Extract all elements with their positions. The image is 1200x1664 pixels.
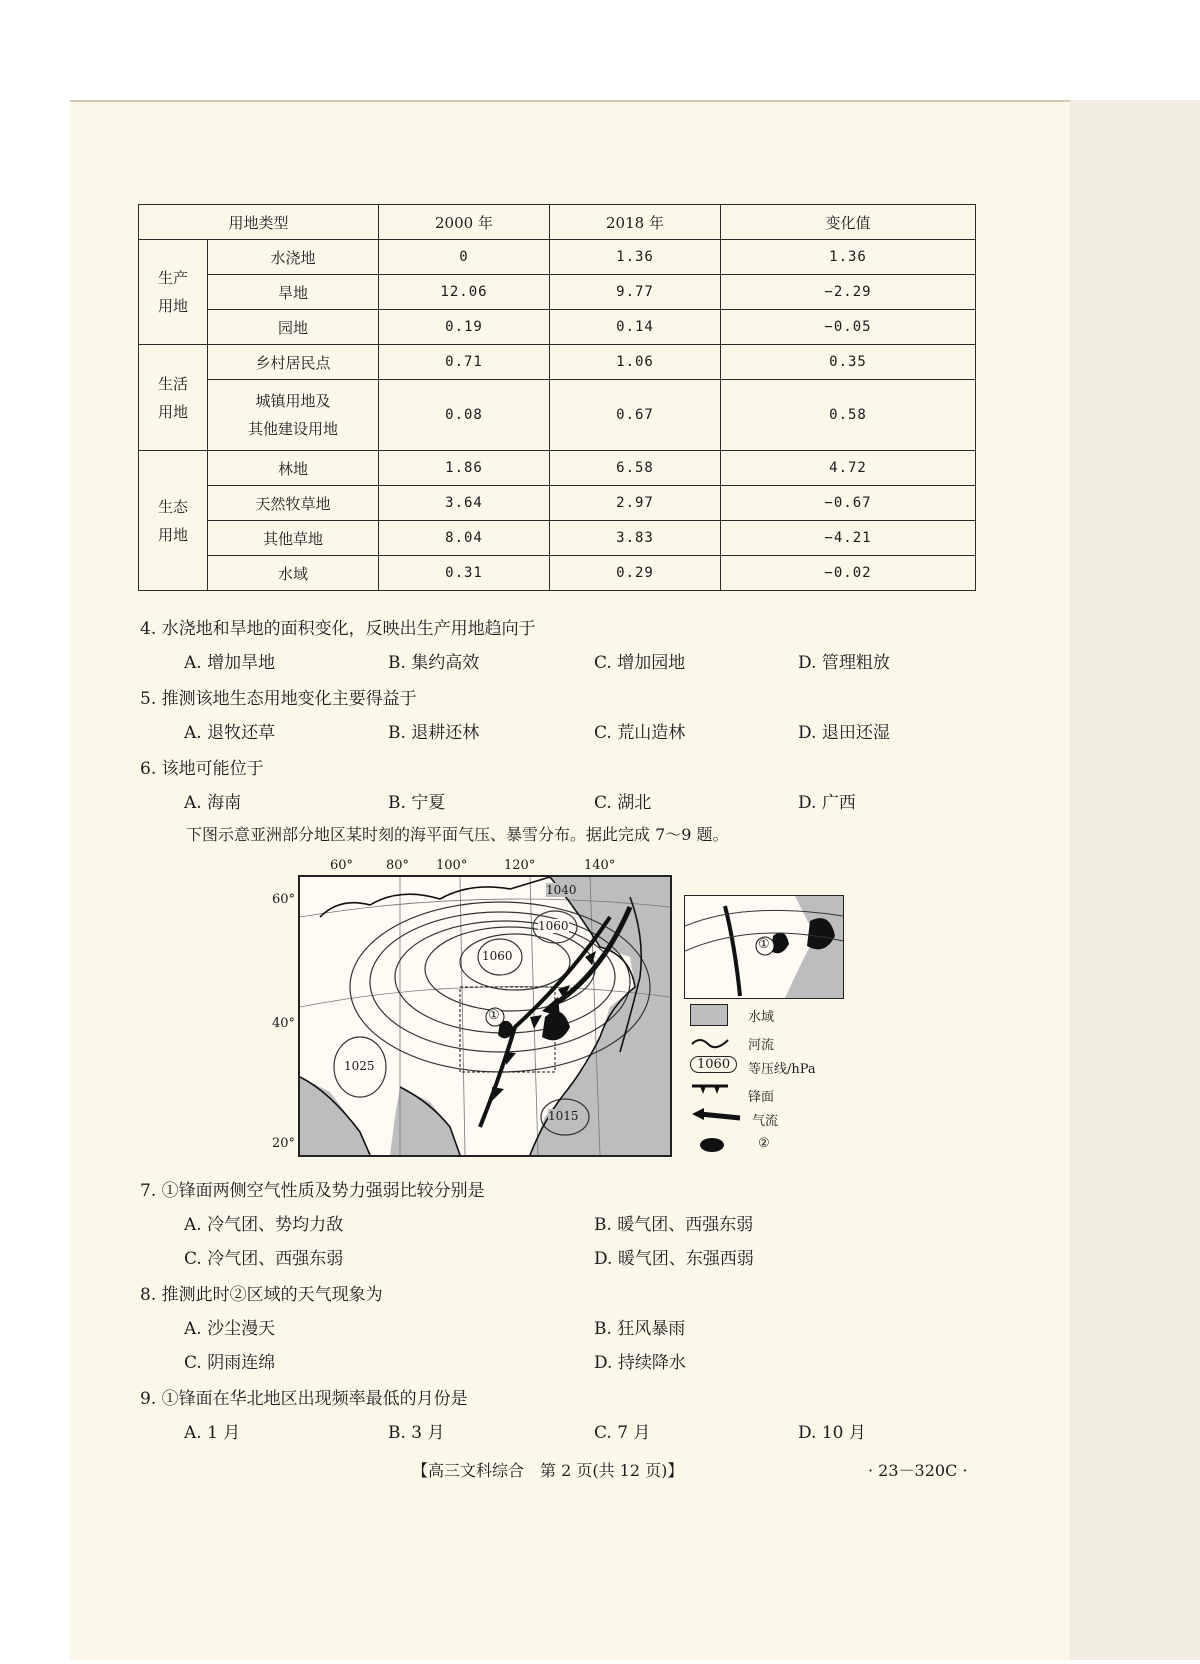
answer-option[interactable]: D. 管理粗放 [798, 653, 890, 673]
value-cell: 0.29 [550, 556, 721, 591]
latitude-label: 20° [272, 1136, 296, 1151]
bay-area [390, 1087, 460, 1155]
answer-option[interactable]: C. 冷气团、西强东弱 [184, 1249, 344, 1269]
value-cell: 3.83 [550, 521, 721, 556]
legend-label: 河流 [748, 1038, 775, 1053]
page-footer: 【高三文科综合 第 2 页(共 12 页)】 [412, 1461, 684, 1480]
answer-option[interactable]: C. 7 月 [594, 1423, 651, 1443]
legend-label: 气流 [752, 1114, 779, 1129]
value-cell: 0.71 [379, 345, 550, 380]
answer-option[interactable]: D. 持续降水 [594, 1353, 686, 1373]
scan-top-edge [70, 100, 1070, 102]
question-stem: 5. 推测该地生态用地变化主要得益于 [140, 689, 417, 709]
answer-option[interactable]: D. 10 月 [798, 1423, 866, 1443]
legend-label: 锋面 [748, 1090, 775, 1105]
isobar-label: 1060 [482, 949, 513, 963]
answer-option[interactable]: A. 沙尘漫天 [184, 1319, 276, 1339]
legend-label: ② [758, 1136, 770, 1151]
answer-option[interactable]: A. 增加旱地 [184, 653, 276, 673]
value-cell: 0.67 [550, 380, 721, 451]
value-cell: 0.31 [379, 556, 550, 591]
bay-area [300, 1077, 370, 1155]
question-stem: 9. ①锋面在华北地区出现频率最低的月份是 [140, 1389, 468, 1409]
answer-option[interactable]: C. 荒山造林 [594, 723, 686, 743]
legend-label: 等压线/hPa [748, 1062, 816, 1077]
value-cell: 1.36 [721, 240, 976, 275]
answer-option[interactable]: A. 海南 [184, 793, 242, 813]
category-cell: 生活 用地 [139, 345, 208, 451]
answer-option[interactable]: D. 暖气团、东强西弱 [594, 1249, 754, 1269]
value-cell: 1.36 [550, 240, 721, 275]
value-cell: −2.29 [721, 275, 976, 310]
answer-option[interactable]: D. 退田还湿 [798, 723, 890, 743]
answer-option[interactable]: A. 冷气团、势均力敌 [184, 1215, 344, 1235]
isobar-label: 1060 [538, 919, 569, 933]
blizzard-blob-icon [700, 1138, 724, 1152]
land-use-table [138, 204, 976, 591]
answer-option[interactable]: B. 集约高效 [388, 653, 480, 673]
value-cell: 0 [379, 240, 550, 275]
table-row [139, 240, 976, 275]
answer-option[interactable]: B. 退耕还林 [388, 723, 480, 743]
table-row [139, 451, 976, 486]
scan-edge [1070, 100, 1200, 1660]
type-cell: 园地 [208, 310, 379, 345]
value-cell: −0.02 [721, 556, 976, 591]
category-cell: 生产 用地 [139, 240, 208, 345]
value-cell: 12.06 [379, 275, 550, 310]
question-stem: 4. 水浇地和旱地的面积变化，反映出生产用地趋向于 [140, 619, 536, 639]
answer-option[interactable]: B. 3 月 [388, 1423, 445, 1443]
question-stem: 7. ①锋面两侧空气性质及势力强弱比较分别是 [140, 1181, 485, 1201]
value-cell: 1.06 [550, 345, 721, 380]
type-cell: 水浇地 [208, 240, 379, 275]
answer-option[interactable]: A. 退牧还草 [184, 723, 276, 743]
table-row [139, 486, 976, 521]
type-cell: 水域 [208, 556, 379, 591]
value-cell: 9.77 [550, 275, 721, 310]
isobar-label: 1025 [344, 1059, 375, 1073]
value-cell: 0.35 [721, 345, 976, 380]
answer-option[interactable]: C. 湖北 [594, 793, 652, 813]
longitude-label: 80° [386, 858, 410, 873]
map-canvas [300, 877, 670, 1155]
blizzard-area [542, 1011, 570, 1040]
answer-option[interactable]: D. 广西 [798, 793, 856, 813]
answer-option[interactable]: B. 宁夏 [388, 793, 446, 813]
water-swatch-icon [690, 1004, 728, 1026]
longitude-label: 140° [584, 858, 616, 873]
value-cell: 0.08 [379, 380, 550, 451]
type-cell: 林地 [208, 451, 379, 486]
isobar-label: 1040 [546, 883, 577, 897]
value-cell: 8.04 [379, 521, 550, 556]
airflow-arrow-icon [690, 1106, 746, 1126]
table-row [139, 556, 976, 591]
table-row [139, 380, 976, 451]
value-cell: 3.64 [379, 486, 550, 521]
latitude-label: 40° [272, 1016, 296, 1031]
answer-option[interactable]: C. 增加园地 [594, 653, 686, 673]
type-cell: 城镇用地及 其他建设用地 [208, 380, 379, 451]
table-row [139, 521, 976, 556]
type-cell: 旱地 [208, 275, 379, 310]
type-cell: 其他草地 [208, 521, 379, 556]
value-cell: −0.05 [721, 310, 976, 345]
value-cell: 1.86 [379, 451, 550, 486]
inset-front-marker: ① [758, 937, 770, 952]
header-cell: 2018 年 [550, 205, 721, 240]
value-cell: 0.58 [721, 380, 976, 451]
river-line-icon [690, 1034, 730, 1050]
table-header-row [139, 205, 976, 240]
type-cell: 天然牧草地 [208, 486, 379, 521]
table-row [139, 275, 976, 310]
longitude-label: 100° [436, 858, 468, 873]
pressure-map [298, 875, 672, 1157]
latitude-label: 60° [272, 892, 296, 907]
answer-option[interactable]: B. 狂风暴雨 [594, 1319, 686, 1339]
header-cell: 用地类型 [139, 205, 379, 240]
question-stem: 8. 推测此时②区域的天气现象为 [140, 1285, 383, 1305]
type-cell: 乡村居民点 [208, 345, 379, 380]
value-cell: 0.19 [379, 310, 550, 345]
paper-code: · 23－320C · [868, 1461, 968, 1480]
table-row [139, 310, 976, 345]
longitude-label: 60° [330, 858, 354, 873]
answer-option[interactable]: B. 暖气团、西强东弱 [594, 1215, 754, 1235]
value-cell: 2.97 [550, 486, 721, 521]
figure-intro: 下图示意亚洲部分地区某时刻的海平面气压、暴雪分布。据此完成 7～9 题。 [186, 825, 729, 844]
front-marker: ① [488, 1008, 500, 1023]
front-symbol-icon [690, 1080, 730, 1100]
inset-front [725, 906, 740, 996]
value-cell: −4.21 [721, 521, 976, 556]
table-row [139, 345, 976, 380]
category-cell: 生态 用地 [139, 451, 208, 591]
isobar-label: 1015 [548, 1109, 579, 1123]
value-cell: 0.14 [550, 310, 721, 345]
value-cell: −0.67 [721, 486, 976, 521]
longitude-label: 120° [504, 858, 536, 873]
value-cell: 6.58 [550, 451, 721, 486]
header-cell: 变化值 [721, 205, 976, 240]
header-cell: 2000 年 [379, 205, 550, 240]
isobar-sample: 1060 [690, 1056, 737, 1073]
value-cell: 4.72 [721, 451, 976, 486]
inset-map [684, 895, 844, 999]
legend-label: 水域 [748, 1010, 775, 1025]
answer-option[interactable]: C. 阴雨连绵 [184, 1353, 276, 1373]
answer-option[interactable]: A. 1 月 [184, 1423, 241, 1443]
question-stem: 6. 该地可能位于 [140, 759, 264, 779]
